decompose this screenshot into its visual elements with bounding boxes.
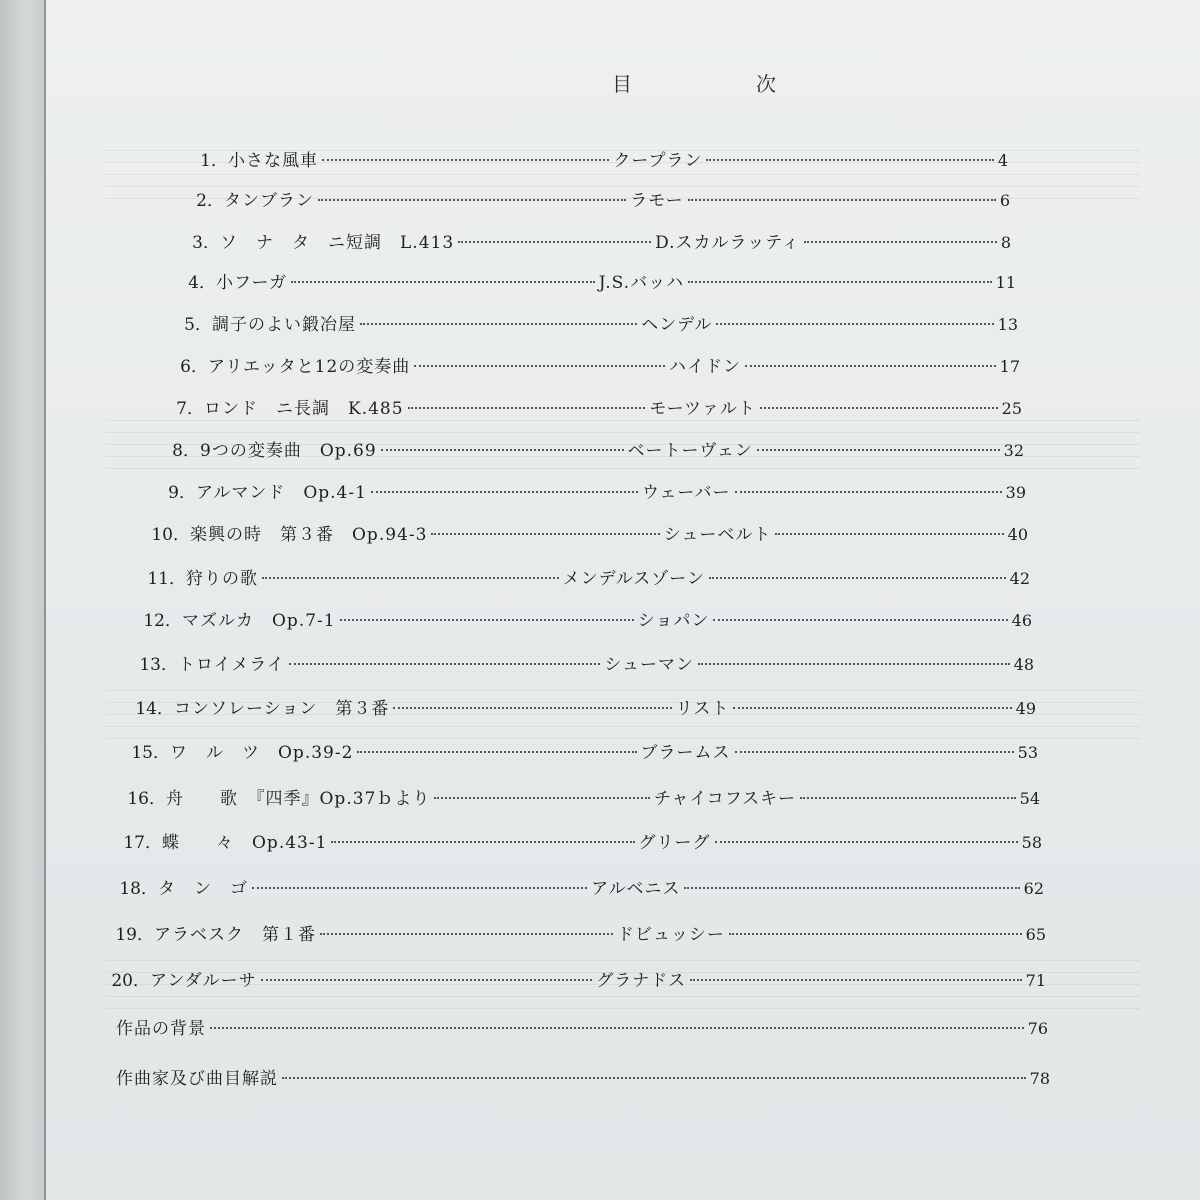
dot-leader: [800, 797, 1016, 799]
table-of-contents: [46, 0, 1200, 1200]
entry-page: 11: [995, 273, 1017, 292]
dot-leader: [760, 407, 998, 409]
toc-entry: [192, 186, 1010, 212]
toc-extra-entry: [116, 1014, 1048, 1040]
entry-title: アラベスク 第１番: [154, 925, 316, 945]
dot-leader: [434, 797, 650, 799]
toc-entry: [106, 966, 1046, 992]
entry-number: 5．: [184, 315, 212, 335]
entry-composer: J.S.バッハ: [598, 273, 685, 293]
toc-entry: [180, 310, 1018, 336]
dot-leader: [735, 751, 1014, 753]
entry-page: 13: [997, 315, 1019, 334]
entry-composer: D.スカルラッティ: [655, 233, 800, 253]
entry-title: タ ン ゴ: [158, 879, 248, 899]
toc-entry: [142, 564, 1030, 590]
entry-number: 11．: [147, 569, 186, 589]
entry-composer: モーツァルト: [649, 399, 756, 419]
dot-leader: [688, 281, 992, 283]
entry-composer: ラモー: [630, 191, 684, 211]
entry-page: 40: [1007, 525, 1029, 544]
entry-number: 7．: [176, 399, 204, 419]
entry-title: 9つの変奏曲 Op.69: [200, 441, 377, 461]
dot-leader: [706, 159, 993, 161]
entry-page: 53: [1017, 743, 1038, 762]
entry-number: 9．: [168, 483, 196, 503]
dot-leader: [775, 533, 1003, 535]
entry-page: 17: [999, 357, 1021, 376]
entry-title: コンソレーション 第３番: [174, 699, 390, 719]
entry-composer: ドビュッシー: [616, 925, 725, 945]
toc-entry: [188, 228, 1011, 254]
entry-number: 14．: [135, 699, 174, 719]
toc-entry: [126, 738, 1038, 764]
toc-entry: [114, 874, 1044, 900]
entry-number: 17．: [123, 833, 162, 853]
entry-composer: チャイコフスキー: [653, 789, 797, 809]
entry-number: 4．: [188, 273, 216, 293]
entry-title: 小フーガ: [216, 273, 288, 293]
dot-leader: [357, 751, 636, 753]
toc-entry: [184, 268, 1016, 294]
toc-entry: [168, 436, 1024, 462]
entry-composer: アルベニス: [591, 879, 681, 899]
entry-page: 42: [1009, 569, 1031, 588]
entry-page: 62: [1023, 879, 1044, 898]
entry-title: 調子のよい鍛冶屋: [212, 315, 356, 335]
dot-leader: [262, 577, 559, 579]
toc-page: [46, 0, 1200, 1200]
entry-page: 49: [1015, 699, 1037, 718]
dot-leader: [757, 449, 1000, 451]
entry-page: 25: [1001, 399, 1022, 418]
entry-number: 2．: [196, 191, 224, 211]
entry-number: 15．: [131, 743, 170, 763]
dot-leader: [458, 241, 651, 243]
dot-leader: [414, 365, 665, 367]
extra-page: 76: [1027, 1019, 1048, 1038]
entry-composer: ウェーバー: [642, 483, 731, 503]
dot-leader: [431, 533, 659, 535]
dot-leader: [745, 365, 996, 367]
entry-composer: シューベルト: [663, 525, 772, 545]
toc-entry: [164, 478, 1026, 504]
dot-leader: [289, 663, 601, 665]
dot-leader: [804, 241, 997, 243]
entry-page: 32: [1003, 441, 1025, 460]
dot-leader: [360, 323, 637, 325]
entry-number: 1．: [200, 151, 228, 171]
entry-page: 46: [1011, 611, 1033, 630]
entry-page: 6: [999, 191, 1011, 210]
entry-page: 71: [1025, 971, 1046, 990]
toc-entry: [172, 394, 1022, 420]
toc-entry: [176, 352, 1020, 378]
entry-title: 狩りの歌: [186, 569, 258, 589]
toc-extra-entry: [116, 1064, 1050, 1090]
dot-leader: [210, 1027, 1024, 1029]
entry-page: 58: [1021, 833, 1042, 852]
extra-page: 78: [1029, 1069, 1050, 1088]
dot-leader: [331, 841, 634, 843]
dot-leader: [690, 979, 1022, 981]
entry-composer: ベートーヴェン: [627, 441, 753, 461]
entry-title: アンダルーサ: [150, 971, 257, 991]
entry-page: 39: [1005, 483, 1027, 502]
toc-entry: [196, 146, 1008, 172]
entry-composer: ヘンデル: [641, 315, 713, 335]
extra-title: 作品の背景: [116, 1019, 206, 1039]
entry-title: マズルカ Op.7-1: [182, 611, 336, 631]
entry-page: 8: [1000, 233, 1011, 252]
dot-leader: [709, 577, 1006, 579]
entry-composer: メンデルスゾーン: [562, 569, 705, 589]
entry-composer: グラナドス: [596, 971, 687, 991]
entry-title: ワ ル ツ Op.39-2: [170, 743, 354, 763]
toc-entry: [138, 606, 1032, 632]
dot-leader: [340, 619, 634, 621]
entry-page: 54: [1019, 789, 1041, 808]
entry-composer: リスト: [675, 699, 730, 719]
toc-entry: [122, 784, 1040, 810]
page-title: 目 次: [612, 72, 828, 96]
dot-leader: [716, 323, 993, 325]
entry-title: ソ ナ タ ニ短調 L.413: [220, 233, 455, 253]
extra-title: 作曲家及び曲目解説: [116, 1069, 278, 1089]
dot-leader: [282, 1077, 1026, 1079]
dot-leader: [698, 663, 1010, 665]
dot-leader: [684, 887, 1019, 889]
dot-leader: [733, 707, 1011, 709]
dot-leader: [735, 491, 1002, 493]
dot-leader: [393, 707, 671, 709]
entry-page: 4: [997, 151, 1008, 170]
entry-title: アルマンド Op.4-1: [196, 483, 367, 503]
entry-number: 12．: [143, 611, 182, 631]
entry-number: 3．: [192, 233, 220, 253]
entry-page: 65: [1025, 925, 1047, 944]
dot-leader: [318, 199, 626, 201]
entry-title: ロンド ニ長調 K.485: [204, 399, 404, 419]
entry-composer: ショパン: [637, 611, 710, 631]
entry-number: 18．: [119, 879, 158, 899]
toc-entry: [118, 828, 1042, 854]
toc-entry: [134, 650, 1034, 676]
entry-title: 小さな風車: [228, 151, 318, 171]
entry-composer: グリーグ: [638, 833, 711, 853]
dot-leader: [261, 979, 593, 981]
entry-title: 蝶 々 Op.43-1: [162, 833, 328, 853]
entry-composer: ハイドン: [668, 357, 741, 377]
dot-leader: [322, 159, 609, 161]
dot-leader: [381, 449, 624, 451]
entry-title: タンブラン: [224, 191, 314, 211]
book-spine: [0, 0, 44, 1200]
entry-page: 48: [1013, 655, 1034, 674]
entry-number: 6．: [180, 357, 208, 377]
dot-leader: [408, 407, 646, 409]
dot-leader: [688, 199, 996, 201]
dot-leader: [291, 281, 595, 283]
dot-leader: [252, 887, 587, 889]
dot-leader: [729, 933, 1022, 935]
entry-number: 16．: [127, 789, 166, 809]
dot-leader: [320, 933, 613, 935]
entry-number: 19．: [115, 925, 154, 945]
toc-entry: [110, 920, 1046, 946]
entry-composer: クープラン: [613, 151, 703, 171]
dot-leader: [371, 491, 638, 493]
entry-composer: シューマン: [604, 655, 695, 675]
entry-number: 20．: [111, 971, 150, 991]
entry-number: 10．: [151, 525, 190, 545]
dot-leader: [715, 841, 1018, 843]
toc-entry: [146, 520, 1028, 546]
dot-leader: [713, 619, 1007, 621]
entry-title: 舟 歌 『四季』Op.37ｂより: [166, 789, 431, 809]
entry-title: 楽興の時 第３番 Op.94-3: [190, 525, 428, 545]
entry-number: 8．: [172, 441, 200, 461]
entry-number: 13．: [139, 655, 178, 675]
entry-title: トロイメライ: [178, 655, 285, 675]
toc-entry: [130, 694, 1036, 720]
entry-composer: ブラームス: [640, 743, 731, 763]
entry-title: アリエッタと12の変奏曲: [208, 357, 411, 377]
